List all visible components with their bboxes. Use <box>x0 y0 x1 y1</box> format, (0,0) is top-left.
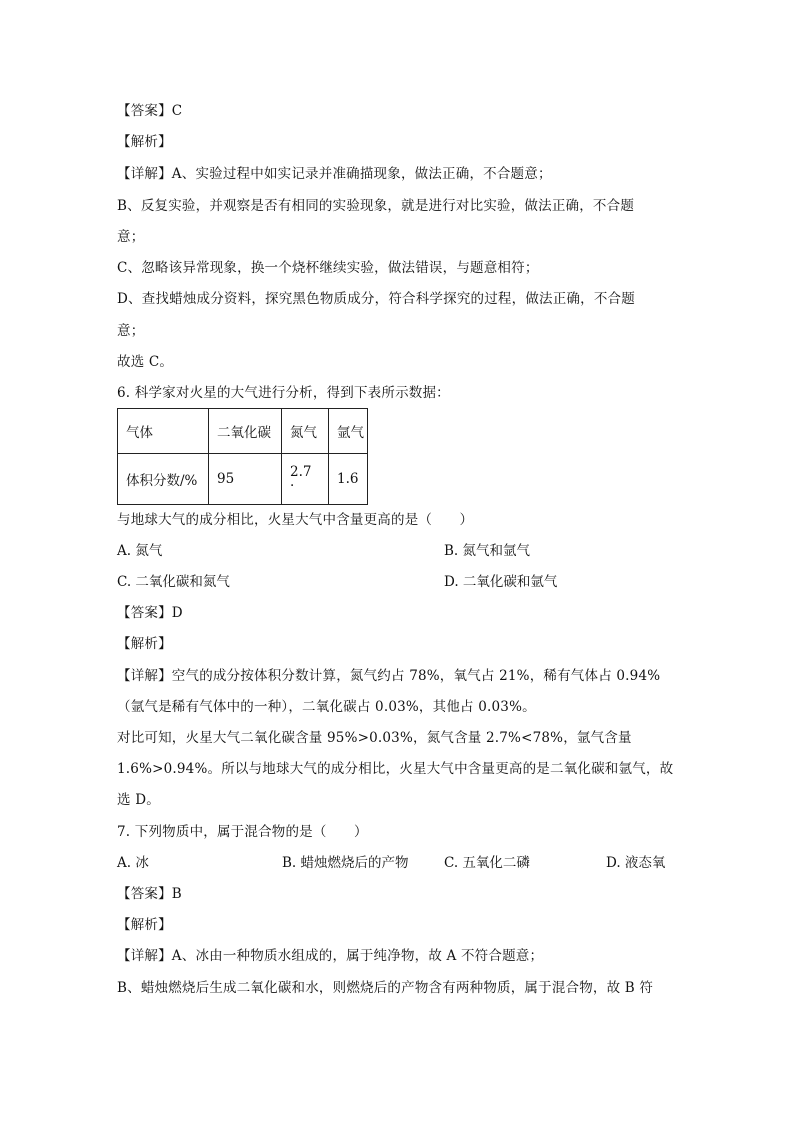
q5-answer: 【答案】C <box>117 103 183 119</box>
q7-detail-line: 【详解】A、冰由一种物质水组成的，属于纯净物，故 A 不符合题意； <box>117 948 544 964</box>
q6-detail-line: 1.6%>0.94%。所以与地球大气的成分相比，火星大气中含量更高的是二氧化碳和氩气，故 <box>117 761 674 777</box>
q7-option-d: D. 液态氧 <box>606 855 666 871</box>
q6-analysis-heading: 【解析】 <box>117 636 172 652</box>
q7-stem: 7. 下列物质中，属于混合物的是（ ） <box>117 824 368 840</box>
table-cell <box>282 454 329 505</box>
q7-answer: 【答案】B <box>117 886 182 902</box>
table-row-label: 体积分数/% <box>118 454 209 505</box>
table-row <box>118 454 368 505</box>
q6-answer: 【答案】D <box>117 605 183 621</box>
table-header-cell: 氮气 <box>282 409 329 454</box>
table-header-cell: 气体 <box>118 409 209 454</box>
q7-option-c: C. 五氧化二磷 <box>444 855 530 871</box>
q5-detail-line: 【详解】A、实验过程中如实记录并准确描现象，做法正确，不合题意； <box>117 166 552 182</box>
q6-detail-line: 【详解】空气的成分按体积分数计算，氮气约占 78%，氧气占 21%，稀有气体占 0.94% <box>117 668 661 684</box>
q5-detail-line: B、反复实验，并观察是否有相同的实验现象，就是进行对比实验，做法正确，不合题 <box>117 198 635 214</box>
table-cell: 1.6 <box>329 454 368 505</box>
q6-option-b: B. 氮气和氩气 <box>444 543 531 559</box>
q6-question: 与地球大气的成分相比，火星大气中含量更高的是（ ） <box>117 512 474 528</box>
q7-option-b: B. 蜡烛燃烧后的产物 <box>282 855 409 871</box>
table-header-cell: 氩气 <box>329 409 368 454</box>
table-cell: 95 <box>209 454 282 505</box>
q6-detail-line: 对比可知，火星大气二氧化碳含量 95%>0.03%，氮气含量 2.7%<78%，氩气含量 <box>117 730 632 746</box>
q6-option-d: D. 二氧化碳和氩气 <box>444 574 558 590</box>
q5-detail-line: 意； <box>117 323 145 339</box>
split-value-bottom: · <box>290 477 295 494</box>
q5-detail-line: 意； <box>117 229 145 245</box>
q5-detail-line: D、查找蜡烛成分资料，探究黑色物质成分，符合科学探究的过程，做法正确，不合题 <box>117 291 635 307</box>
mars-atmosphere-table <box>117 408 368 505</box>
q7-analysis-heading: 【解析】 <box>117 917 172 933</box>
table-header-cell: 二氧化碳 <box>209 409 282 454</box>
q5-analysis-heading: 【解析】 <box>117 134 172 150</box>
q6-option-a: A. 氮气 <box>117 543 163 559</box>
q7-option-a: A. 冰 <box>117 855 149 871</box>
q6-option-c: C. 二氧化碳和氮气 <box>117 574 230 590</box>
split-value-top: 2.7 <box>290 463 312 480</box>
q6-stem: 6. 科学家对火星的大气进行分析，得到下表所示数据： <box>117 385 450 401</box>
split-value <box>290 465 311 493</box>
q5-detail-line: C、忽略该异常现象，换一个烧杯继续实验，做法错误，与题意相符； <box>117 260 539 276</box>
q7-detail-line: B、蜡烛燃烧后生成二氧化碳和水，则燃烧后的产物含有两种物质，属于混合物，故 B 符 <box>117 980 654 996</box>
table-row <box>118 409 368 454</box>
q5-detail-line: 故选 C。 <box>117 354 174 370</box>
q6-detail-line: （氩气是稀有气体中的一种），二氧化碳占 0.03%，其他占 0.03%。 <box>117 699 536 715</box>
q6-detail-line: 选 D。 <box>117 792 160 808</box>
